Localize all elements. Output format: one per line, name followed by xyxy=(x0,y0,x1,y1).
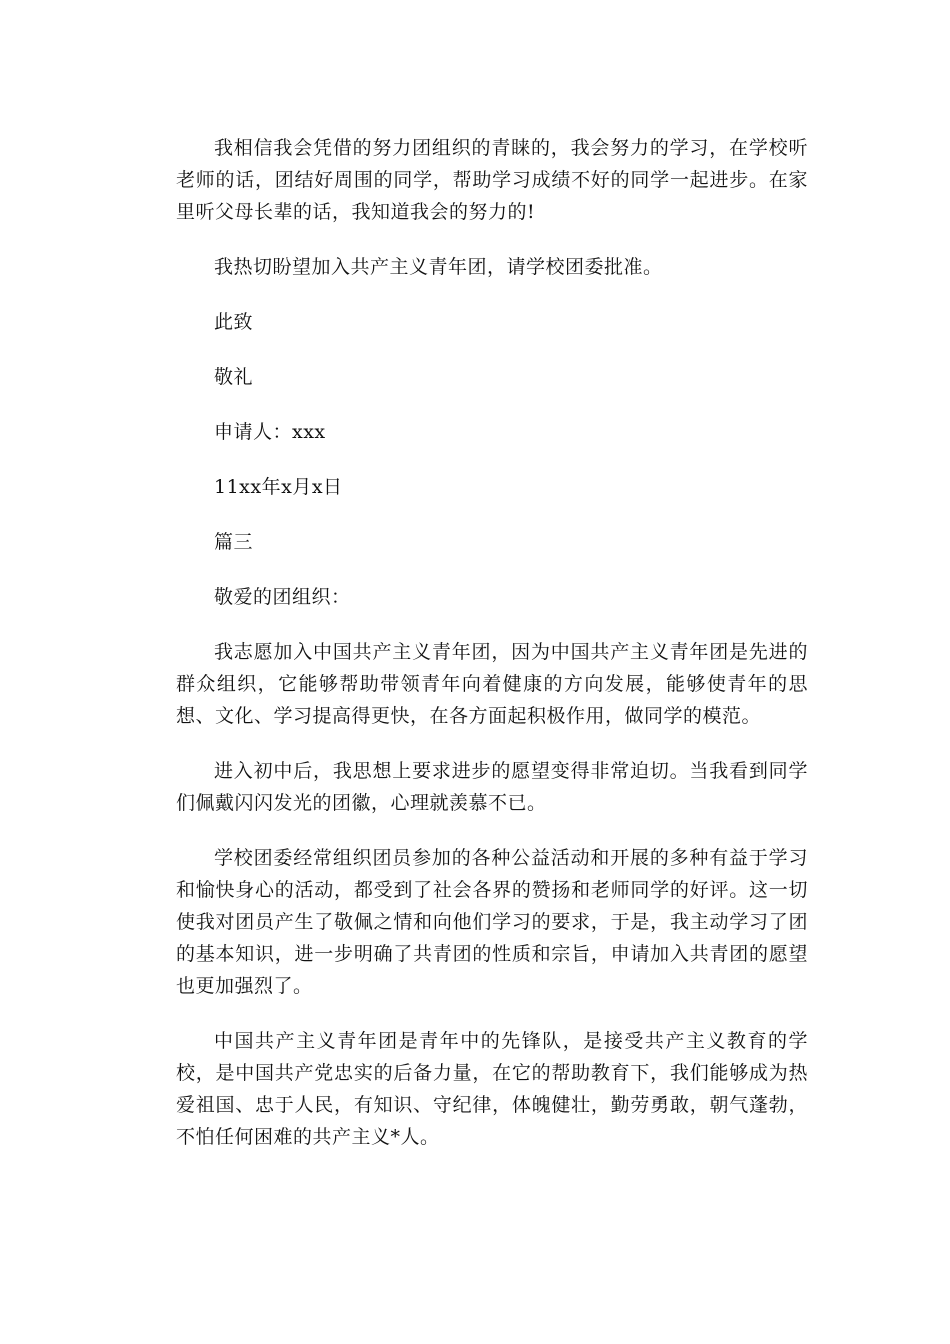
paragraph-commitment: 我相信我会凭借的努力团组织的青睐的，我会努力的学习，在学校听老师的话，团结好周围的同学，帮助学习成绩不好的同学一起进步。在家里听父母长辈的话，我知道我会的努力的! xyxy=(176,137,808,223)
paragraph-activities: 学校团委经常组织团员参加的各种公益活动和开展的多种有益于学习和愉快身心的活动，都受到了社会各界的赞扬和老师同学的好评。这一切使我对团员产生了敬佩之情和向他们学习的要求，于是，我主动学习了团的基本知识，进一步明确了共青团的性质和宗旨，申请加入共青团的愿望也更加强烈了。 xyxy=(176,847,808,997)
applicant-signature: 申请人：xxx xyxy=(214,421,326,443)
letter-greeting: 敬爱的团组织： xyxy=(214,586,351,608)
section-heading: 篇三 xyxy=(214,531,254,553)
paragraph-league-role: 中国共产主义青年团是青年中的先锋队，是接受共产主义教育的学校，是中国共产党忠实的后备力量，在它的帮助教育下，我们能够成为热爱祖国、忠于人民，有知识、守纪律，体魄健壮，勤劳勇敢，朝气蓬勃，不怕任何困难的共产主义*人。 xyxy=(176,1030,808,1148)
application-date: 11xx年x月x日 xyxy=(214,476,343,498)
paragraph-intent: 我志愿加入中国共产主义青年团，因为中国共产主义青年团是先进的群众组织，它能够帮助带领青年向着健康的方向发展，能够使青年的思想、文化、学习提高得更快，在各方面起积极作用，做同学的模范。 xyxy=(176,641,808,727)
closing-salutation: 此致 xyxy=(214,311,254,333)
paragraph-request: 我热切盼望加入共产主义青年团，请学校团委批准。 xyxy=(214,256,663,278)
paragraph-middle-school: 进入初中后，我思想上要求进步的愿望变得非常迫切。当我看到同学们佩戴闪闪发光的团徽，心理就羡慕不已。 xyxy=(176,760,808,814)
document-body xyxy=(176,132,808,1176)
closing-regards: 敬礼 xyxy=(214,366,254,388)
